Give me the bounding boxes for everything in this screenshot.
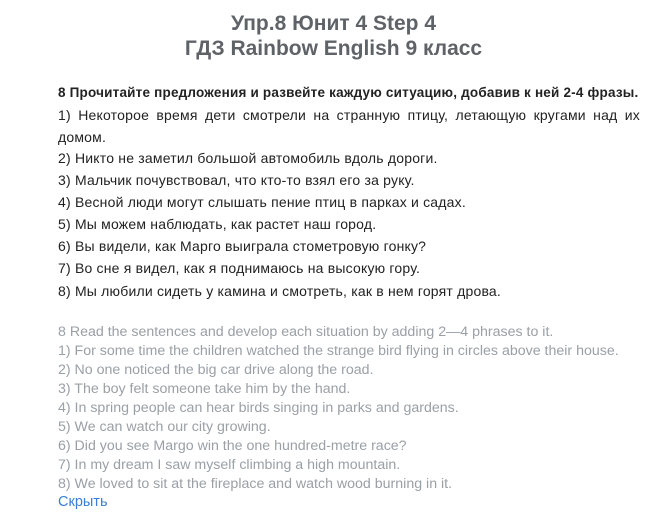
hide-link[interactable]: Скрыть — [58, 494, 108, 510]
russian-item-2: 2) Никто не заметил большой автомобиль вдоль дороги. — [58, 150, 438, 166]
english-item-5: 5) We can watch our city growing. — [58, 419, 271, 435]
russian-item-8: 8) Мы любили сидеть у камина и смотреть, как в нем горят дрова. — [58, 283, 502, 299]
russian-item-7: 7) Во сне я видел, как я поднимаюсь на высокую гору. — [58, 260, 421, 276]
russian-task-heading: 8 Прочитайте предложения и развейте каждую ситуацию, добавив к ней 2-4 фразы. — [58, 85, 639, 100]
russian-item-1: 1) Некоторое время дети смотрели на странную птицу, летающую кругами над их домом. — [58, 107, 640, 145]
english-item-1: 1) For some time the children watched the strange bird flying in circles above their house. — [58, 343, 619, 359]
russian-item-6: 6) Вы видели, как Марго выиграла стометровую гонку? — [58, 238, 427, 254]
russian-item-3: 3) Мальчик почувствовал, что кто-то взял его за руку. — [58, 172, 415, 188]
english-item-8: 8) We loved to sit at the fireplace and watch wood burning in it. — [58, 476, 453, 492]
english-item-3: 3) The boy felt someone take him by the hand. — [58, 381, 351, 397]
page-title-line-2: ГДЗ Rainbow English 9 класс — [184, 37, 483, 60]
russian-item-4: 4) Весной люди могут слышать пение птиц в парках и садах. — [58, 194, 466, 210]
russian-item-5: 5) Мы можем наблюдать, как растет наш город. — [58, 216, 377, 232]
english-item-2: 2) No one noticed the big car drive along the road. — [58, 362, 374, 378]
english-item-4: 4) In spring people can hear birds singing in parks and gardens. — [58, 400, 459, 416]
english-item-6: 6) Did you see Margo win the one hundred-metre race? — [58, 438, 407, 454]
english-task-heading: 8 Read the sentences and develop each situation by adding 2—4 phrases to it. — [58, 324, 554, 340]
page-title-line-1: Упр.8 Юнит 4 Step 4 — [230, 12, 437, 35]
english-item-7: 7) In my dream I saw myself climbing a high mountain. — [58, 457, 401, 473]
